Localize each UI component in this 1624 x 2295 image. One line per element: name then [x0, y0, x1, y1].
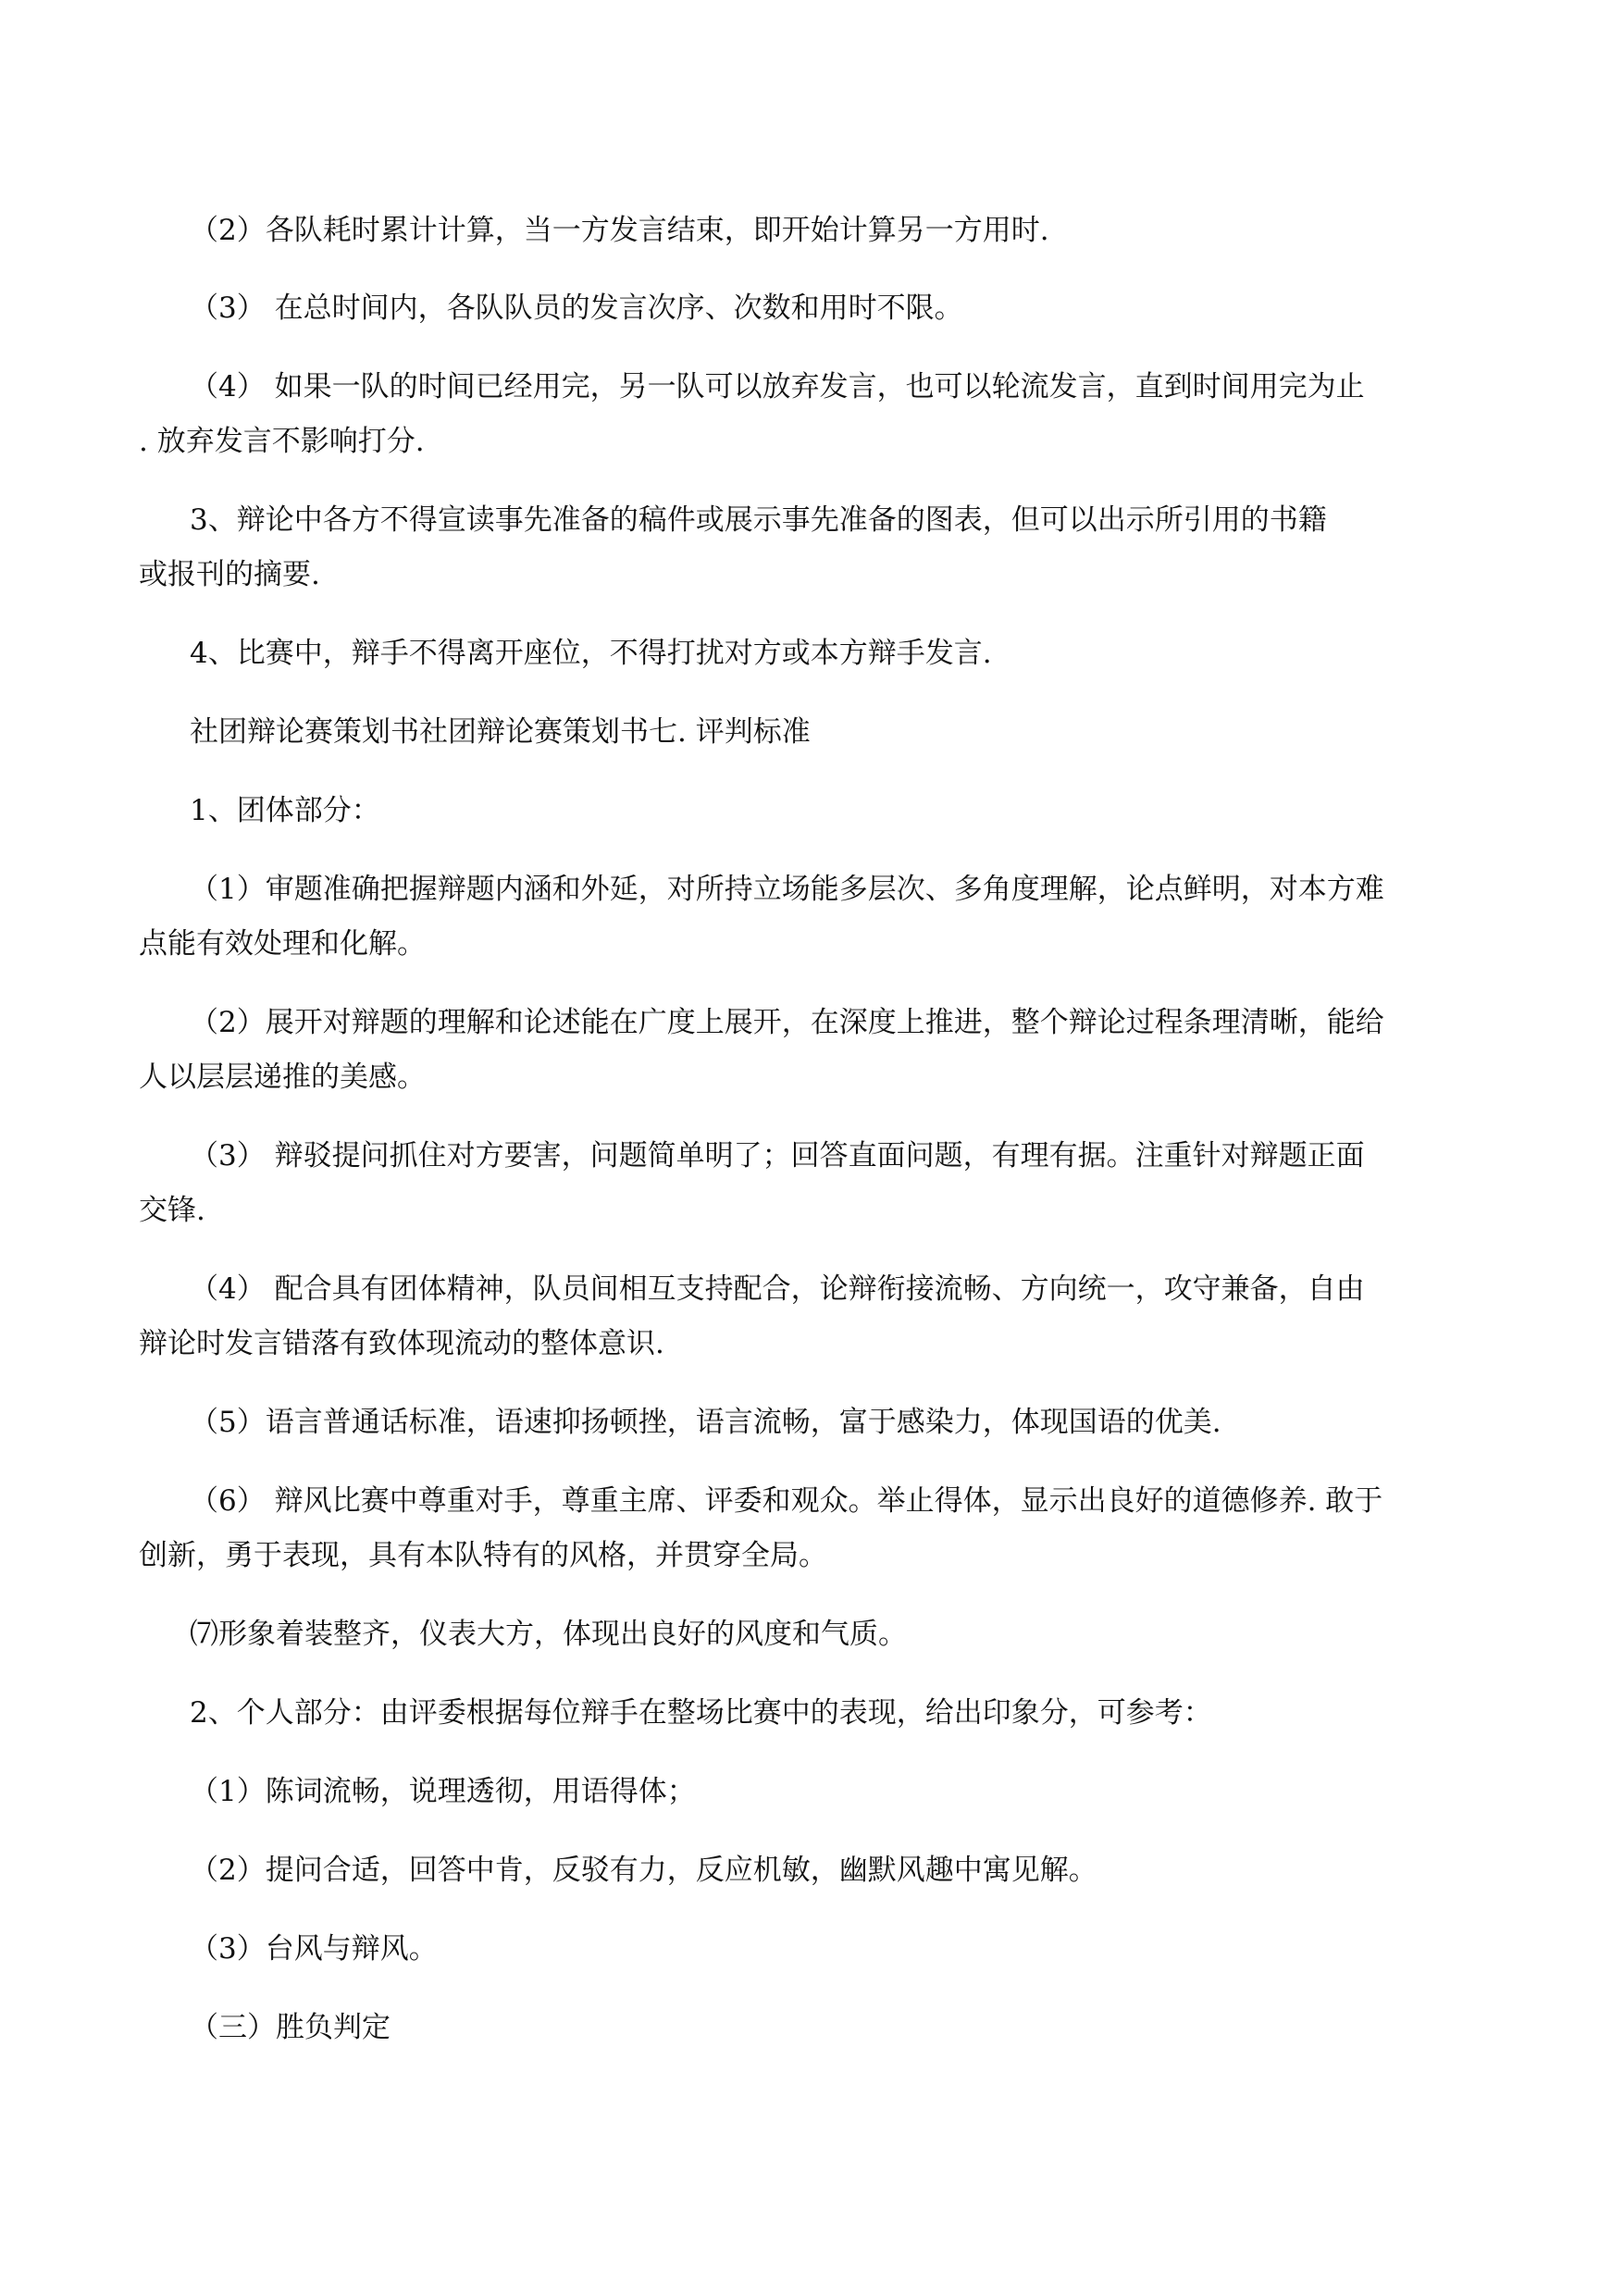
text-line: （5）语言普通话标准，语速抑扬顿挫，语言流畅，富于感染力，体现国语的优美. [190, 1406, 1221, 1439]
text-line: 1、团体部分： [190, 794, 380, 827]
text-line: （2）展开对辩题的理解和论述能在广度上展开，在深度上推进，整个辩论过程条理清晰，能给 [190, 1006, 1384, 1039]
text-line: （3） 辩驳提问抓住对方要害，问题简单明了；回答直面问题，有理有据。注重针对辩题正面 [190, 1139, 1365, 1172]
text-line: 交锋. [139, 1194, 205, 1227]
text-line: （三）胜负判定 [190, 2011, 391, 2044]
text-line: 创新，勇于表现，具有本队特有的风格，并贯穿全局。 [139, 1539, 827, 1572]
text-line: （4） 配合具有团体精神，队员间相互支持配合，论辩衔接流畅、方向统一，攻守兼备，自由 [190, 1272, 1365, 1306]
text-line: 4、比赛中，辩手不得离开座位，不得打扰对方或本方辩手发言. [190, 637, 992, 670]
text-line: （6） 辩风比赛中尊重对手，尊重主席、评委和观众。举止得体，显示出良好的道德修养. 敢于 [190, 1484, 1383, 1518]
text-line: 3、辩论中各方不得宣读事先准备的稿件或展示事先准备的图表，但可以出示所引用的书籍 [190, 503, 1327, 537]
text-line: （2）提问合适，回答中肯，反驳有力，反应机敏，幽默风趣中寓见解。 [190, 1854, 1097, 1887]
text-line: （3） 在总时间内，各队队员的发言次序、次数和用时不限。 [190, 292, 963, 325]
text-line: （1）审题准确把握辩题内涵和外延，对所持立场能多层次、多角度理解，论点鲜明，对本方难 [190, 873, 1384, 906]
text-line: 辩论时发言错落有致体现流动的整体意识. [139, 1327, 664, 1360]
text-line: . 放弃发言不影响打分. [139, 425, 425, 458]
text-line: 社团辩论赛策划书社团辩论赛策划书七. 评判标准 [190, 715, 811, 749]
text-line: （3）台风与辩风。 [190, 1932, 438, 1966]
text-line: 或报刊的摘要. [139, 558, 320, 591]
text-line: （4） 如果一队的时间已经用完，另一队可以放弃发言，也可以轮流发言，直到时间用完为止 [190, 370, 1365, 403]
text-line: 点能有效处理和化解。 [139, 927, 426, 961]
text-line: 人以层层递推的美感。 [139, 1061, 426, 1094]
text-line: （2）各队耗时累计计算，当一方发言结束，即开始计算另一方用时. [190, 214, 1049, 247]
text-line: （1）陈词流畅，说理透彻，用语得体； [190, 1775, 696, 1808]
text-line: 2、个人部分：由评委根据每位辩手在整场比赛中的表现，给出印象分，可参考： [190, 1696, 1212, 1730]
text-line: ⑺形象着装整齐，仪表大方，体现出良好的风度和气质。 [190, 1618, 907, 1651]
